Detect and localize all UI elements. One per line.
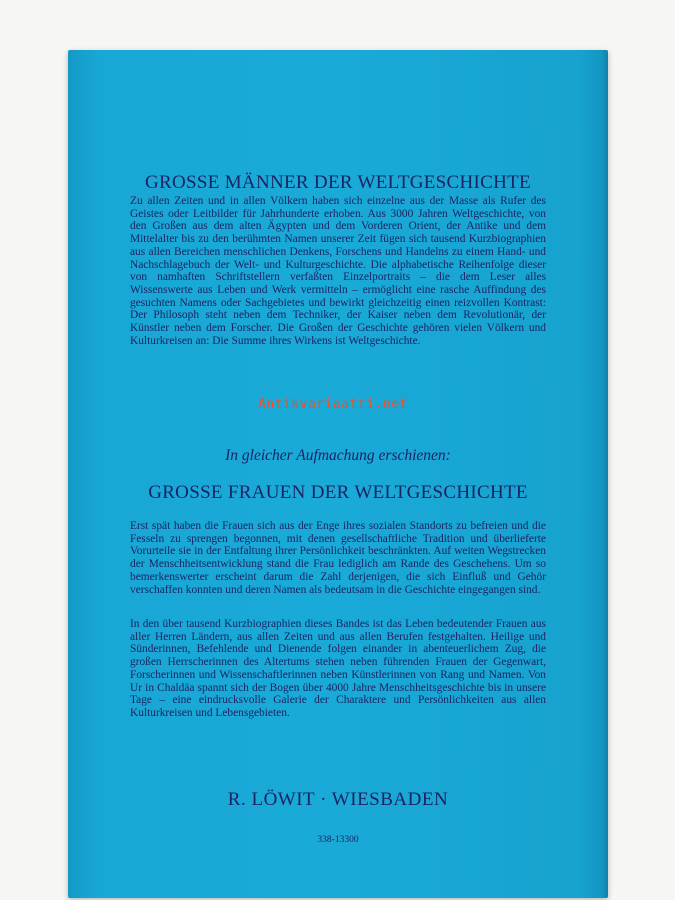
publisher-imprint: R. LÖWIT · WIESBADEN bbox=[227, 789, 449, 810]
subheading-gleiche-aufmachung: In gleicher Aufmachung erschienen: bbox=[225, 447, 451, 464]
book-back-cover bbox=[68, 50, 608, 898]
heading-grosse-frauen: GROSSE FRAUEN DER WELTGESCHICHTE bbox=[148, 482, 528, 503]
paragraph-frauen-blurb-2: In den über tausend Kurzbiographien dieses Bandes ist das Leben bedeutender Frauen aus aller Herren Ländern, aus allen Zeiten und aus allen Berufen festgehalten. Heilige und Sünderinnen, Befehlende und Dienende folgen einander in abenteuerlichem Zug, die großen Herrscherinnen des Altertums stehen neben führenden Frauen der Gegenwart, Forscherinnen und Wissenschaftlerinnen neben Künstlerinnen von Rang und Namen. Von Ur in Chaldäa spannt sich der Bogen über 4000 Jahre Menschheitsgeschichte bis in unsere Tage – eine eindrucksvolle Galerie der Charaktere und Persönlichkeiten aus allen Kulturkreisen und Lebensgebieten. bbox=[130, 618, 546, 719]
watermark-text: Antikvariaatti.net bbox=[258, 397, 408, 412]
paragraph-frauen-blurb-1: Erst spät haben die Frauen sich aus der Enge ihres sozialen Standorts zu befreien und die Fesseln zu sprengen begonnen, mit denen gesellschaftliche Tradition und überlieferte Vorurteile sie in der Entfaltung ihrer Persönlichkeit beschränkten. Auf weiten Wegstrecken der Menschheitsentwicklung stand die Frau lediglich am Rande des Geschehens. Um so bemerkenswerter erscheint darum die Zahl derjenigen, die sich Einfluß und Gehör verschaffen konnten und deren Namen als bedeutsam in die Geschichte eingegangen sind. bbox=[130, 520, 546, 596]
paragraph-maenner-blurb: Zu allen Zeiten und in allen Völkern haben sich einzelne aus der Masse als Rufer des Geistes oder Leitbilder für Jahrhunderte erhoben. Aus 3000 Jahren Weltgeschichte, von den Großen aus dem alten Ägypten und dem Vorderen Orient, der Antike und dem Mittelalter bis zu den berühmten Namen unserer Zeit fügen sich tausend Kurzbiographien aus allen Bereichen menschlichen Denkens, Forschens und Handelns zu einem Hand- und Nachschlagebuch der Welt- und Kulturgeschichte. Die alphabetische Reihenfolge dieser von namhaften Schriftstellern verfaßten Einzelportraits – die dem Leser alles Wissenswerte aus Leben und Werk vermitteln – ermöglicht eine rasche Auffindung des gesuchten Namens oder Sachgebietes und bewirkt gleichzeitig einen reizvollen Kontrast: Der Philosoph steht neben dem Techniker, der Kaiser neben dem Revolutionär, der Künstler neben dem Forscher. Die Großen der Geschichte gehören vielen Völkern und Kulturkreisen an: Die Summe ihres Wirkens ist Weltgeschichte. bbox=[130, 195, 546, 347]
heading-grosse-maenner: GROSSE MÄNNER DER WELTGESCHICHTE bbox=[145, 172, 531, 193]
book-code: 338-13300 bbox=[317, 835, 359, 845]
